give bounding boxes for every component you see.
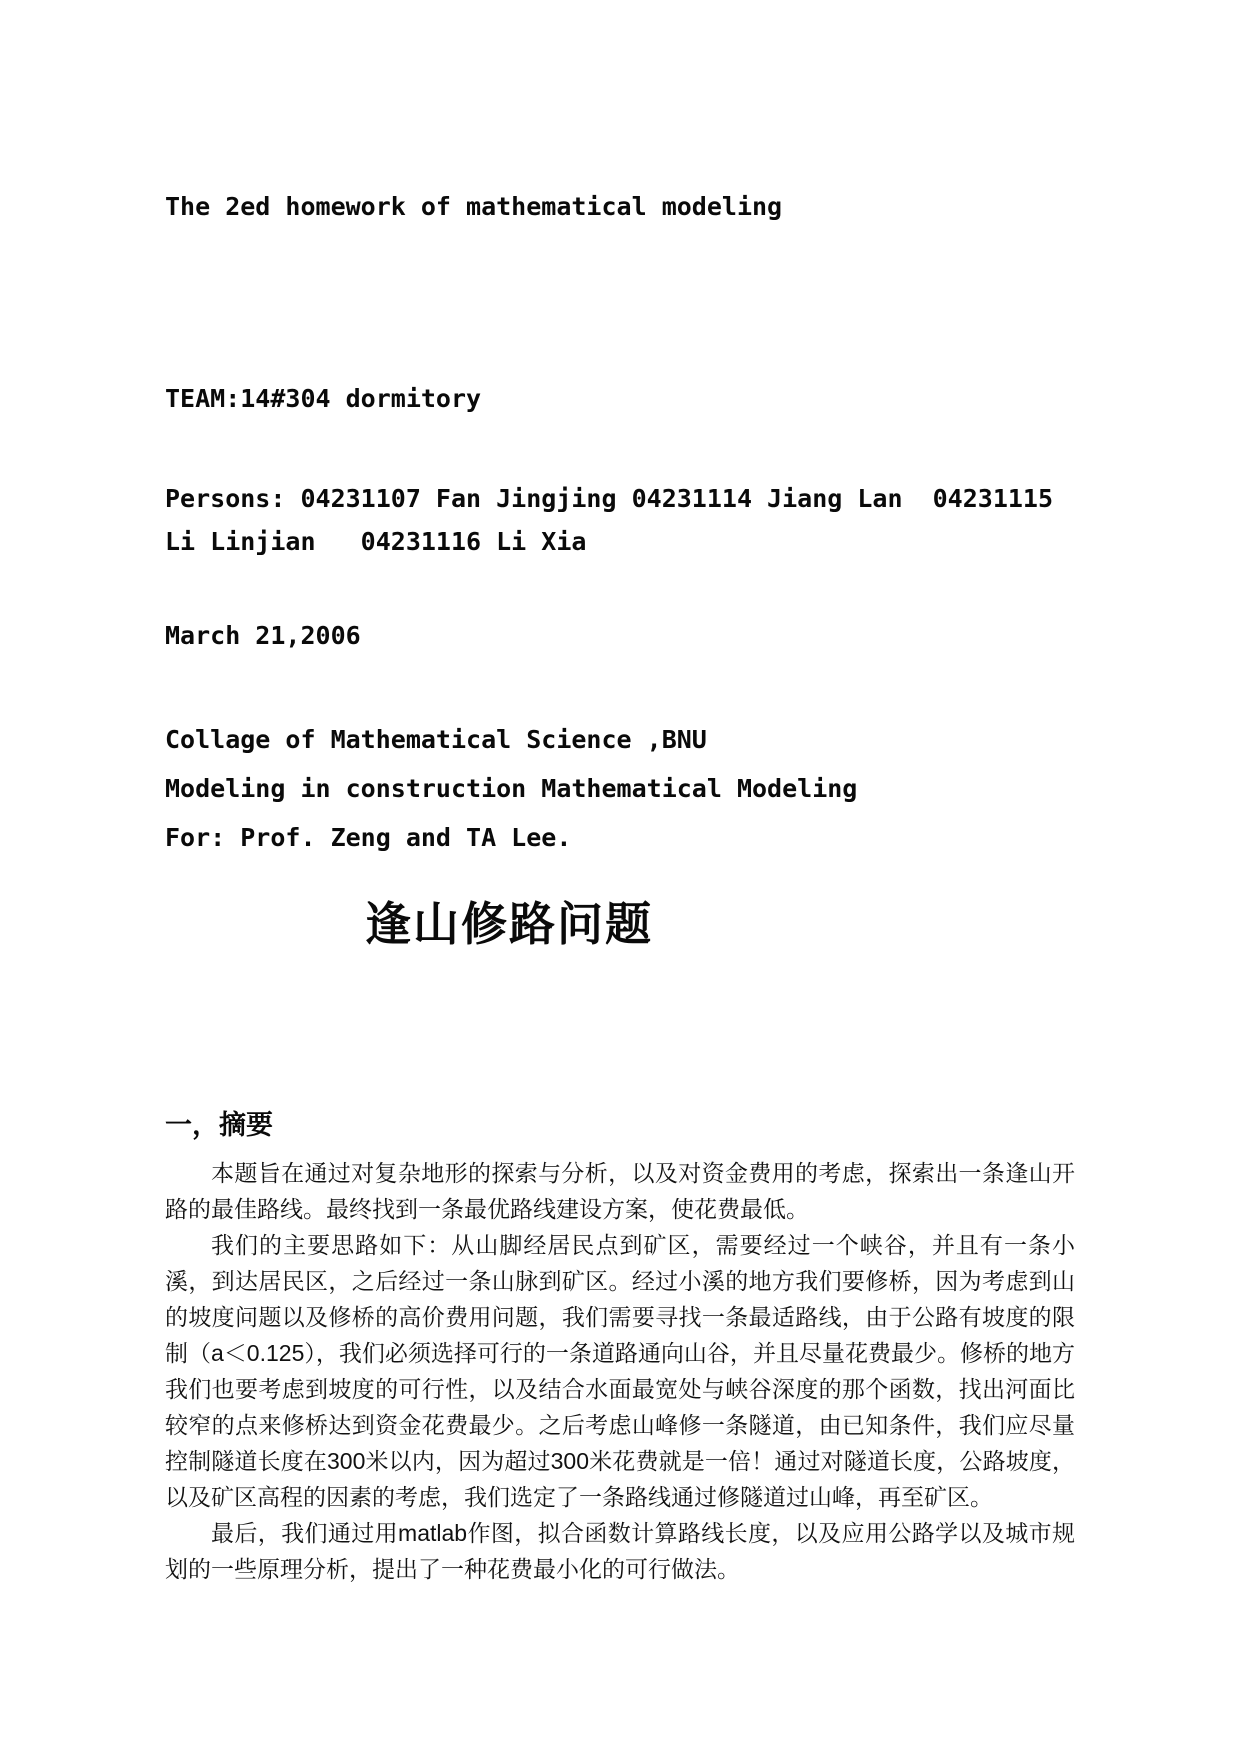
college-line: Collage of Mathematical Science ,BNU (165, 725, 707, 754)
instructor-line: For: Prof. Zeng and TA Lee. (165, 823, 572, 852)
document-title: The 2ed homework of mathematical modeling (165, 192, 783, 221)
abstract-body (165, 1155, 1075, 1587)
abstract-paragraph-3: 最后，我们通过用matlab作图，拟合函数计算路线长度，以及应用公路学以及城市规划的一些原理分析，提出了一种花费最小化的可行做法。 (165, 1520, 1075, 1582)
team-line: TEAM:14#304 dormitory (165, 384, 482, 413)
persons-line-1: Persons: 04231107 Fan Jingjing 04231114 Jiang Lan 04231115 (165, 484, 1054, 513)
abstract-paragraph-2: 我们的主要思路如下：从山脚经居民点到矿区，需要经过一个峡谷，并且有一条小溪，到达居民区，之后经过一条山脉到矿区。经过小溪的地方我们要修桥，因为考虑到山的坡度问题以及修桥的高价费用问题，我们需要寻找一条最适路线，由于公路有坡度的限制（a＜0.125），我们必须选择可行的一条道路通向山谷，并且尽量花费最少。修桥的地方我们也要考虑到坡度的可行性，以及结合水面最宽处与峡谷深度的那个函数，找出河面比较窄的点来修桥达到资金花费最少。之后考虑山峰修一条隧道，由已知条件，我们应尽量控制隧道长度在300米以内，因为超过300米花费就是一倍！通过对隧道长度，公路坡度，以及矿区高程的因素的考虑，我们选定了一条路线通过修隧道过山峰，再至矿区。 (165, 1232, 1075, 1510)
persons-block (165, 477, 1075, 563)
abstract-paragraph-1: 本题旨在通过对复杂地形的探索与分析，以及对资金费用的考虑，探索出一条逢山开路的最佳路线。最终找到一条最优路线建设方案，使花费最低。 (165, 1160, 1075, 1222)
course-line: Modeling in construction Mathematical Modeling (165, 774, 858, 803)
persons-line-2: Li Linjian 04231116 Li Xia (165, 527, 587, 556)
date-line: March 21,2006 (165, 621, 361, 650)
college-group (165, 715, 1075, 862)
abstract-heading: 一，摘要 (165, 1110, 273, 1140)
chinese-title: 逢山修路问题 (365, 898, 653, 950)
